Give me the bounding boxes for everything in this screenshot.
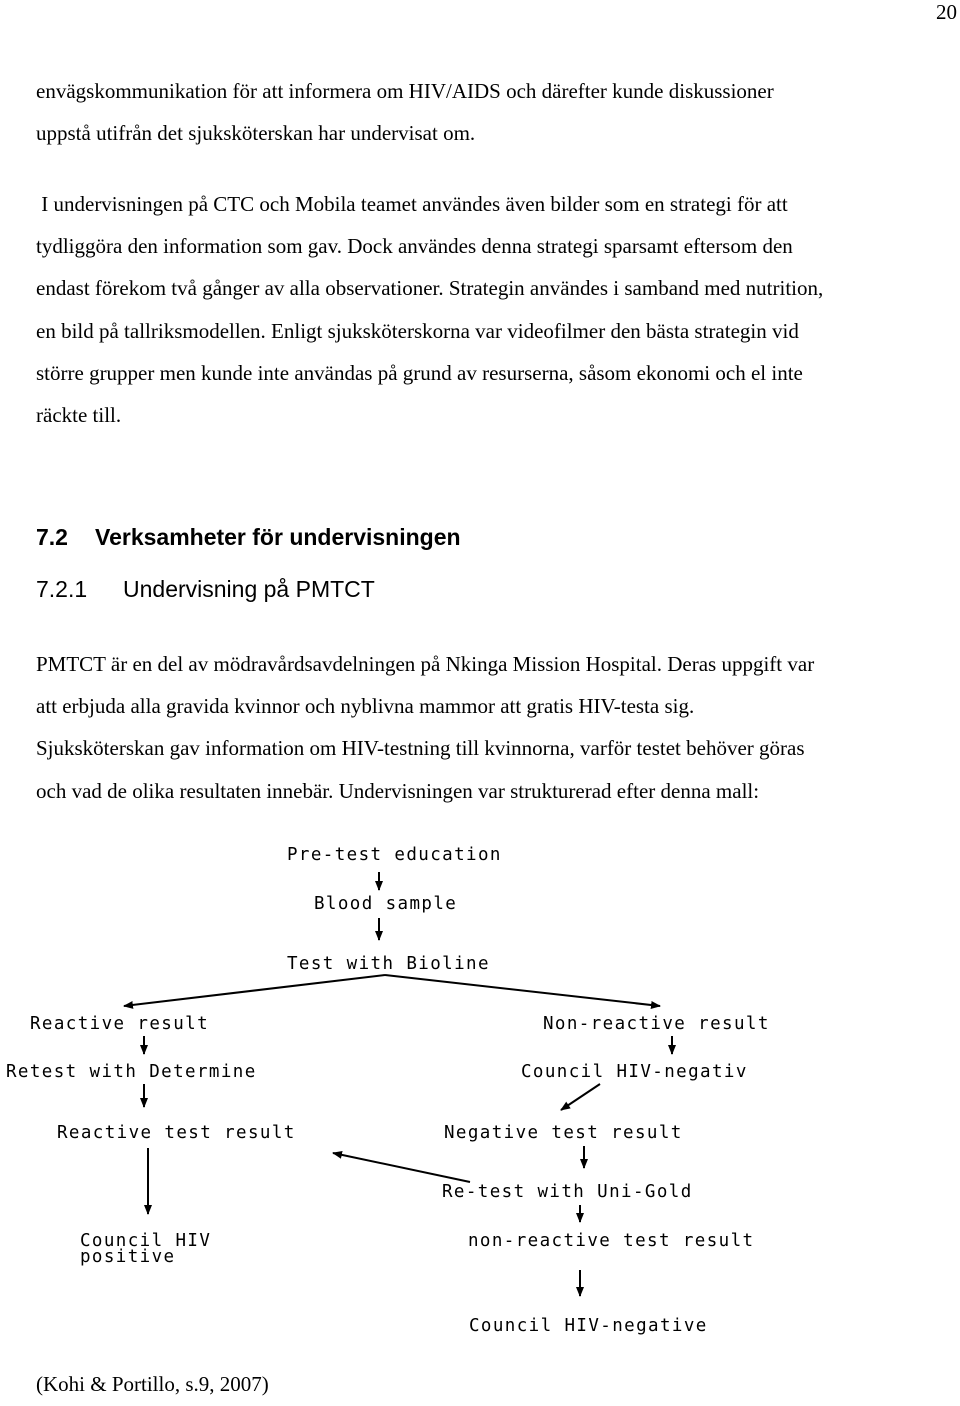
subsection-title: Undervisning på PMTCT [123,576,375,602]
arrow-unigold-to-reactive-test [333,1153,470,1182]
text-line: och vad de olika resultaten innebär. Undervisningen var strukturerad efter denna mall: [36,778,760,803]
node-reactive-result: Reactive result [30,1014,210,1034]
text-line: att erbjuda alla gravida kvinnor och nyblivna mammor att gratis HIV-testa sig. [36,694,695,719]
paragraph-2 [36,183,956,436]
node-council-hiv-positive-line2: positive [80,1247,176,1267]
text-line: tydliggöra den information som gav. Dock användes denna strategi sparsamt eftersom den [36,234,793,259]
node-non-reactive-result: Non-reactive result [543,1014,770,1034]
paragraph-1 [36,70,956,154]
section-number: 7.2 [36,524,68,550]
text-line: PMTCT är en del av mödravårdsavdelningen på Nkinga Mission Hospital. Deras uppgift var [36,652,815,676]
node-blood-sample: Blood sample [314,894,458,914]
text-line: en bild på tallriksmodellen. Enligt sjuksköterskorna var videofilmer den bästa strategin vid [36,318,799,343]
text-line: endast förekom två gånger av alla observationer. Strategin användes i samband med nutrition, [36,276,824,301]
node-retest-with-determine: Retest with Determine [6,1062,257,1082]
node-council-hiv-negativ: Council HIV-negativ [521,1062,748,1082]
arrow-test-to-non-reactive [385,975,660,1006]
node-reactive-test-result: Reactive test result [57,1123,296,1143]
figure-citation: (Kohi & Portillo, s.9, 2007) [36,1372,269,1396]
section-title: Verksamheter för undervisningen [95,524,461,550]
text-line: envägskommunikation för att informera om HIV/AIDS och därefter kunde diskussioner [36,79,774,103]
node-council-hiv-negative: Council HIV-negative [469,1316,708,1336]
arrow-retest-to-negative-test [561,1084,600,1110]
node-non-reactive-test-result: non-reactive test result [468,1231,755,1251]
node-council-hiv-positive-line1: Council HIV [80,1231,212,1251]
node-test-with-bioline: Test with Bioline [287,954,490,974]
flow-labels [6,845,770,1336]
section-heading [36,524,461,551]
text-line: I undervisningen på CTC och Mobila teamet användes även bilder som en strategi för att [36,192,788,216]
paragraph-3 [36,643,956,812]
node-retest-with-uni-gold: Re-test with Uni-Gold [442,1182,693,1202]
text-line: större grupper men kunde inte användas på grund av resurserna, såsom ekonomi och el inte [36,360,803,385]
text-line: räckte till. [36,403,122,428]
node-pre-test-education: Pre-test education [287,845,502,865]
arrow-test-to-reactive [124,975,385,1006]
subsection-heading [36,576,375,603]
text-line: Sjuksköterskan gav information om HIV-testning till kvinnorna, varför testet behöver göras [36,736,805,761]
text-line: uppstå utifrån det sjuksköterskan har undervisat om. [36,121,476,146]
page-number: 20 [936,0,957,24]
subsection-number: 7.2.1 [36,576,88,602]
hiv-testing-flowchart [0,830,960,1350]
node-negative-test-result: Negative test result [444,1123,683,1143]
